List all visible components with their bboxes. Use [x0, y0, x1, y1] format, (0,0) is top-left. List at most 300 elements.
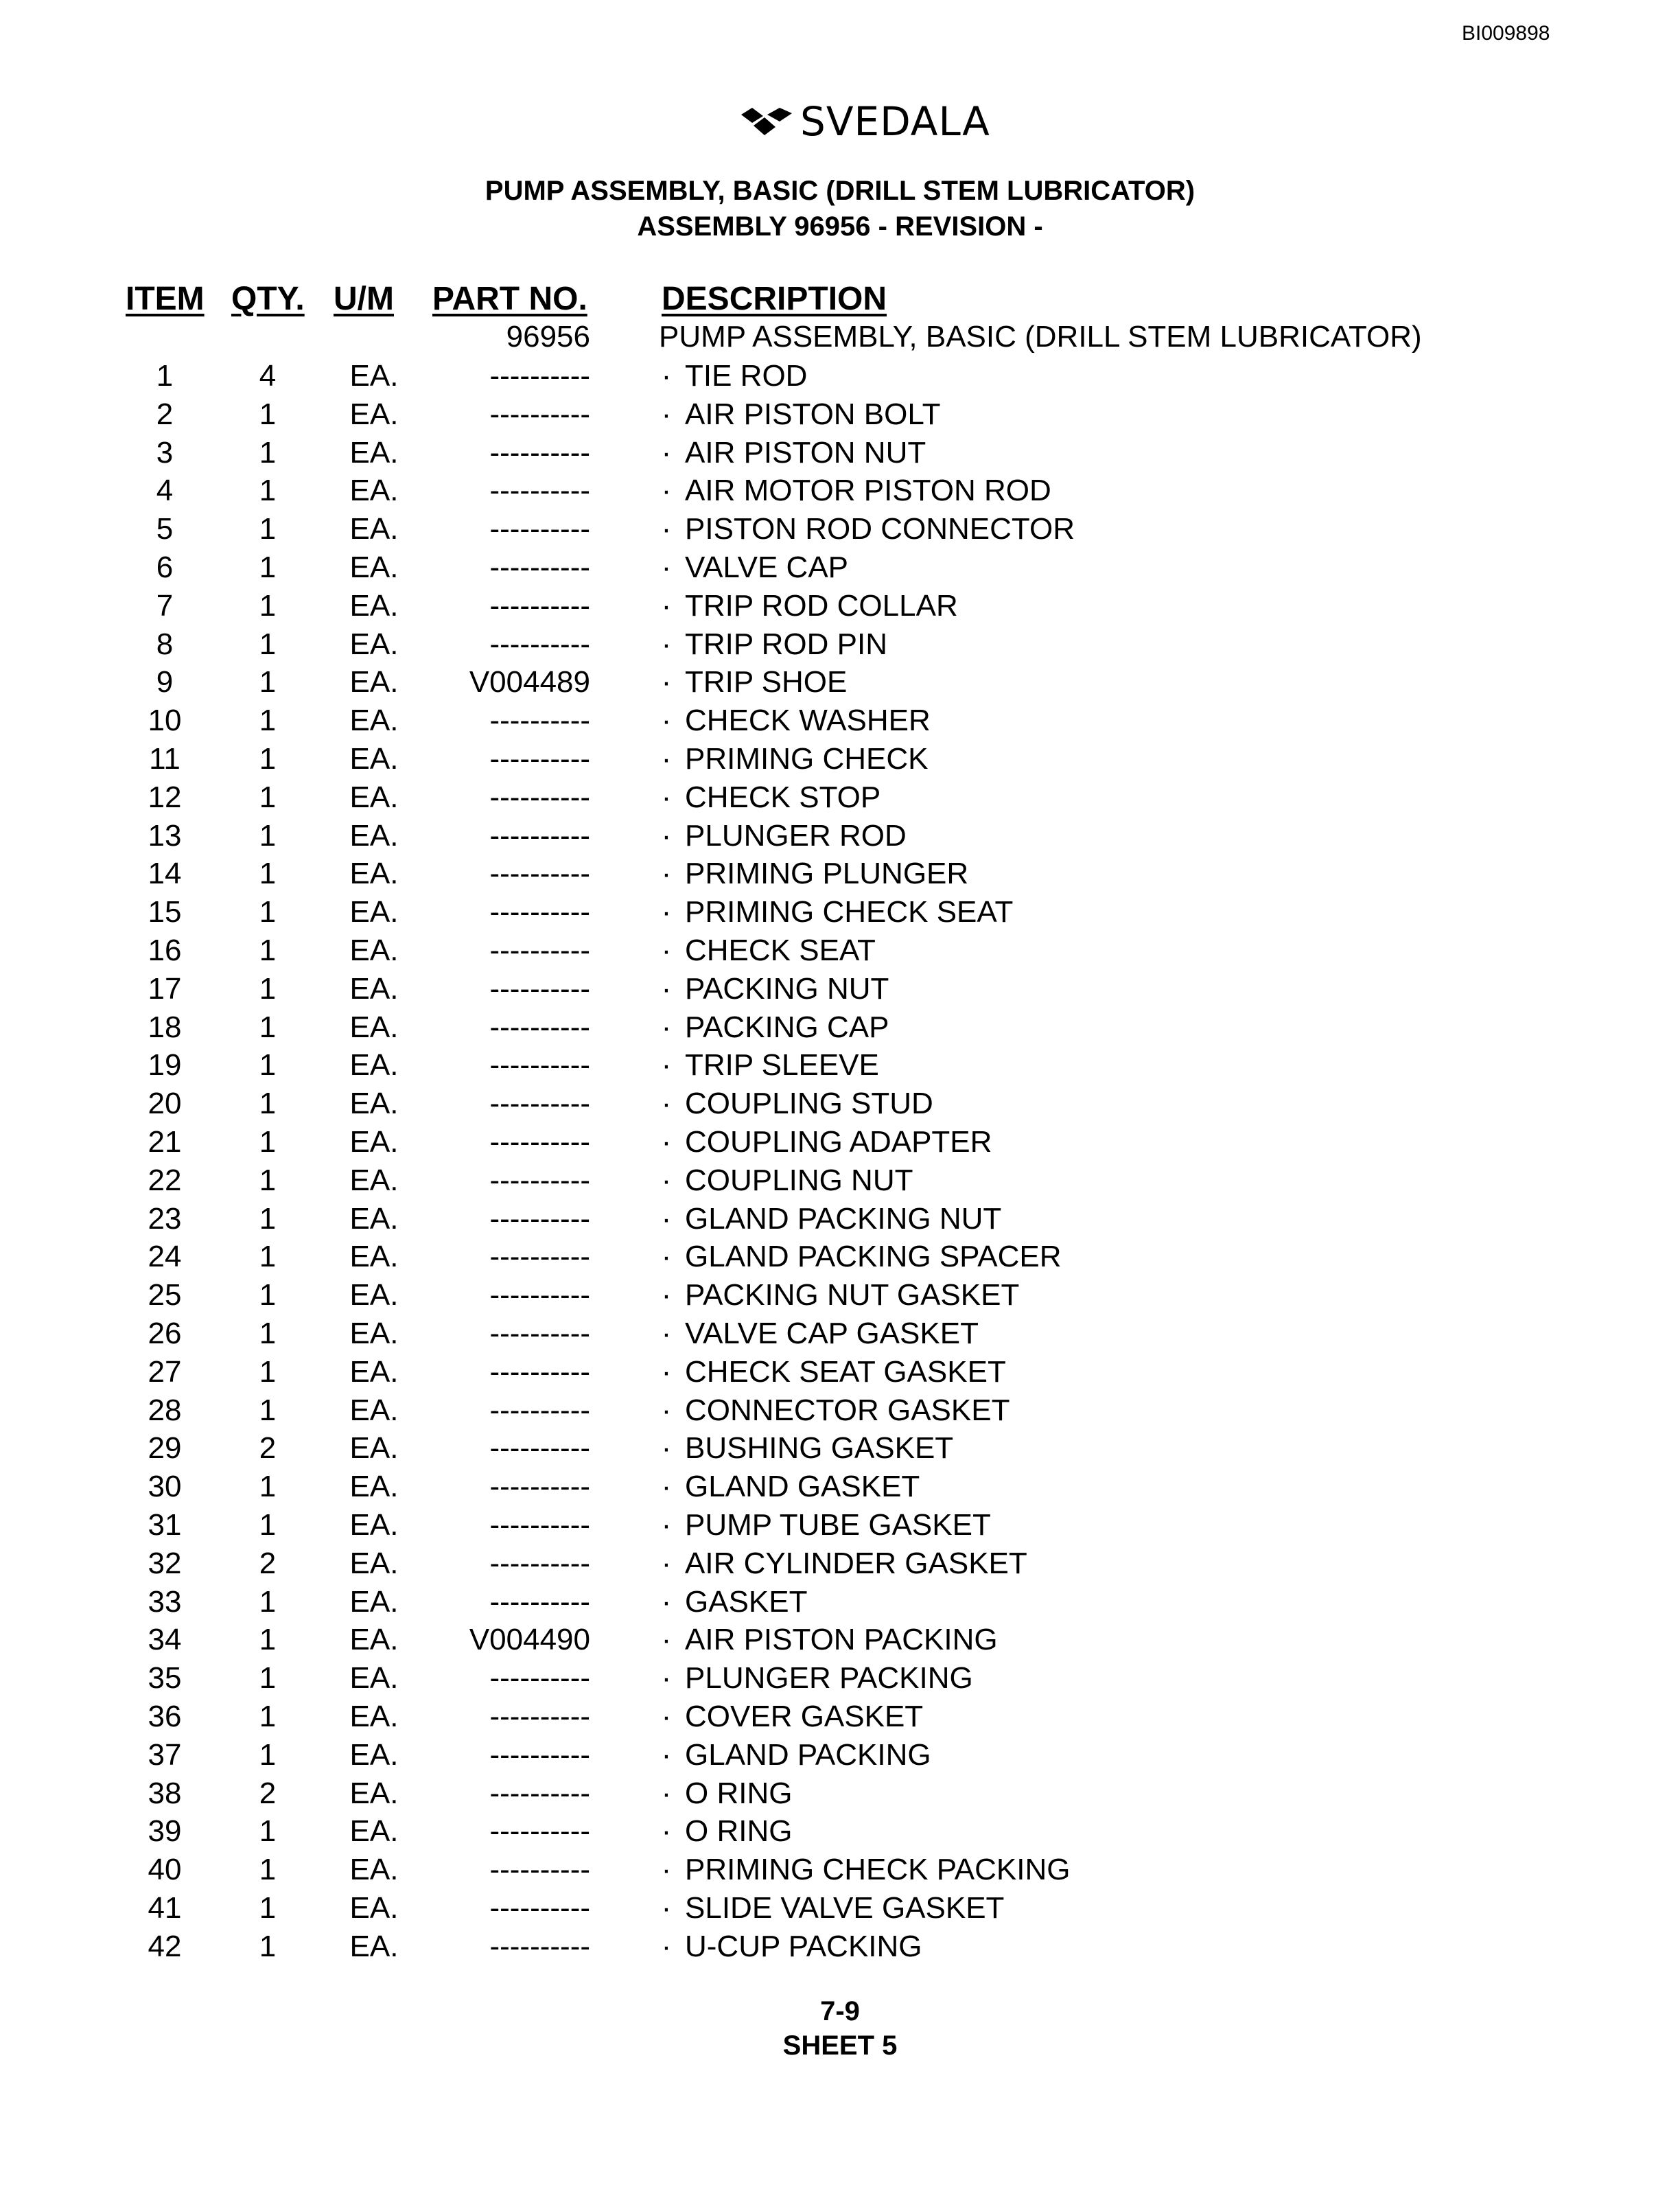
description-cell: CONNECTOR GASKET	[685, 1393, 1010, 1427]
qty-cell: 1	[259, 627, 277, 661]
item-cell: 31	[148, 1508, 182, 1542]
part-no-cell: ----------	[489, 512, 590, 546]
um-cell: EA.	[349, 665, 399, 699]
table-row	[0, 895, 1680, 934]
header-um: U/M	[334, 281, 394, 317]
table-row	[0, 1853, 1680, 1891]
description-cell: GLAND GASKET	[685, 1470, 920, 1504]
description-cell: TRIP SHOE	[685, 665, 848, 699]
bullet-mark: ·	[661, 588, 672, 623]
um-cell: EA.	[349, 934, 399, 967]
table-row	[0, 1317, 1680, 1355]
qty-cell: 1	[259, 742, 277, 776]
svedala-logo-icon	[740, 104, 793, 139]
description-cell: TRIP SLEEVE	[685, 1048, 879, 1083]
item-cell: 14	[148, 857, 182, 891]
qty-cell: 1	[259, 1853, 277, 1887]
item-cell: 21	[148, 1125, 182, 1159]
part-no-cell: ----------	[489, 1584, 590, 1619]
part-no-cell: ----------	[489, 1431, 590, 1466]
part-no-cell: V004489	[469, 665, 590, 699]
bullet-mark: ·	[661, 971, 672, 1006]
description-cell: U-CUP PACKING	[685, 1929, 922, 1963]
bullet-mark: ·	[661, 1010, 672, 1044]
bullet-mark: ·	[661, 895, 672, 929]
qty-cell: 1	[259, 895, 277, 929]
part-no-cell: ----------	[489, 397, 590, 431]
table-row	[0, 1700, 1680, 1738]
um-cell: EA.	[349, 551, 399, 584]
um-cell: EA.	[349, 627, 399, 661]
table-row	[0, 704, 1680, 742]
table-row	[0, 436, 1680, 474]
part-no-cell: ----------	[489, 1470, 590, 1504]
bullet-mark: ·	[661, 1240, 672, 1274]
table-row	[0, 972, 1680, 1010]
description-cell: PISTON ROD CONNECTOR	[685, 512, 1075, 546]
description-cell: GLAND PACKING SPACER	[685, 1240, 1062, 1274]
item-cell: 28	[148, 1393, 182, 1427]
part-no-cell: ----------	[489, 627, 590, 661]
table-row	[0, 474, 1680, 512]
item-cell: 9	[156, 665, 174, 699]
um-cell: EA.	[349, 1737, 399, 1772]
qty-cell: 1	[259, 1623, 277, 1657]
description-cell: SLIDE VALVE GASKET	[685, 1891, 1005, 1925]
item-cell: 16	[148, 934, 182, 967]
um-cell: EA.	[349, 1163, 399, 1197]
bullet-mark: ·	[661, 512, 672, 546]
part-no-cell: ----------	[489, 1354, 590, 1389]
table-row	[0, 819, 1680, 857]
um-cell: EA.	[349, 1048, 399, 1083]
qty-cell: 1	[259, 704, 277, 738]
description-cell: PACKING CAP	[685, 1010, 889, 1044]
um-cell: EA.	[349, 1700, 399, 1733]
um-cell: EA.	[349, 1317, 399, 1350]
part-no-cell: ----------	[489, 818, 590, 853]
bullet-mark: ·	[661, 934, 672, 967]
description-cell: VALVE CAP GASKET	[685, 1317, 979, 1350]
table-row	[0, 1393, 1680, 1432]
header-part-no: PART NO.	[432, 281, 587, 317]
um-cell: EA.	[349, 1010, 399, 1044]
bullet-mark: ·	[661, 1201, 672, 1236]
description-cell: PRIMING CHECK SEAT	[685, 895, 1014, 929]
header-description: DESCRIPTION	[662, 281, 887, 317]
qty-cell: 1	[259, 1125, 277, 1159]
um-cell: EA.	[349, 1393, 399, 1427]
um-cell: EA.	[349, 1546, 399, 1580]
part-no-cell: ----------	[489, 1546, 590, 1580]
description-cell: VALVE CAP	[685, 551, 849, 584]
um-cell: EA.	[349, 1125, 399, 1159]
part-no-cell: ----------	[489, 742, 590, 776]
qty-cell: 1	[259, 1240, 277, 1274]
description-cell: O RING	[685, 1776, 793, 1810]
item-cell: 38	[148, 1776, 182, 1810]
part-no-cell: ----------	[489, 780, 590, 814]
table-row	[0, 1891, 1680, 1930]
bullet-mark: ·	[661, 818, 672, 853]
qty-cell: 1	[259, 1929, 277, 1963]
bullet-mark: ·	[661, 1700, 672, 1733]
um-cell: EA.	[349, 818, 399, 853]
table-row	[0, 1738, 1680, 1777]
um-cell: EA.	[349, 474, 399, 508]
item-cell: 17	[148, 971, 182, 1006]
um-cell: EA.	[349, 1584, 399, 1619]
description-cell: PLUNGER ROD	[685, 818, 907, 853]
item-cell: 7	[156, 588, 174, 623]
bullet-mark: ·	[661, 1431, 672, 1466]
item-cell: 35	[148, 1661, 182, 1696]
qty-cell: 1	[259, 1737, 277, 1772]
description-cell: PRIMING PLUNGER	[685, 857, 969, 891]
item-cell: 26	[148, 1317, 182, 1350]
item-cell: 27	[148, 1354, 182, 1389]
item-cell: 18	[148, 1010, 182, 1044]
part-no-cell: ----------	[489, 588, 590, 623]
qty-cell: 2	[259, 1546, 277, 1580]
description-cell: GLAND PACKING	[685, 1737, 931, 1772]
qty-cell: 1	[259, 551, 277, 584]
part-no-cell: ----------	[489, 1661, 590, 1696]
qty-cell: 1	[259, 1317, 277, 1350]
description-cell: PRIMING CHECK PACKING	[685, 1853, 1071, 1887]
qty-cell: 1	[259, 1393, 277, 1427]
bullet-mark: ·	[661, 1163, 672, 1197]
part-no-cell: ----------	[489, 1278, 590, 1312]
bullet-mark: ·	[661, 627, 672, 661]
item-cell: 2	[156, 397, 174, 431]
description-cell: AIR MOTOR PISTON ROD	[685, 474, 1051, 508]
bullet-mark: ·	[661, 551, 672, 584]
description-cell: GASKET	[685, 1584, 808, 1619]
um-cell: EA.	[349, 359, 399, 393]
table-row	[0, 857, 1680, 895]
description-cell: PRIMING CHECK	[685, 742, 929, 776]
table-row	[0, 1010, 1680, 1049]
qty-cell: 4	[259, 359, 277, 393]
item-cell: 8	[156, 627, 174, 661]
bullet-mark: ·	[661, 1737, 672, 1772]
qty-cell: 1	[259, 665, 277, 699]
um-cell: EA.	[349, 1814, 399, 1849]
um-cell: EA.	[349, 1891, 399, 1925]
qty-cell: 1	[259, 1470, 277, 1504]
part-no-cell: ----------	[489, 1010, 590, 1044]
item-cell: 25	[148, 1278, 182, 1312]
qty-cell: 1	[259, 971, 277, 1006]
description-cell: COUPLING NUT	[685, 1163, 913, 1197]
description-cell: TRIP ROD PIN	[685, 627, 888, 661]
description-cell: CHECK STOP	[685, 780, 881, 814]
description-cell: CHECK WASHER	[685, 704, 931, 738]
item-cell: 5	[156, 512, 174, 546]
qty-cell: 1	[259, 1354, 277, 1389]
bullet-mark: ·	[661, 474, 672, 508]
um-cell: EA.	[349, 1087, 399, 1121]
bullet-mark: ·	[661, 1125, 672, 1159]
bullet-mark: ·	[661, 1048, 672, 1083]
qty-cell: 1	[259, 1508, 277, 1542]
qty-cell: 1	[259, 1814, 277, 1849]
bullet-mark: ·	[661, 1661, 672, 1696]
qty-cell: 1	[259, 1278, 277, 1312]
table-row	[0, 1431, 1680, 1470]
part-no-cell: ----------	[489, 1700, 590, 1733]
part-no-cell: ----------	[489, 1048, 590, 1083]
qty-cell: 1	[259, 512, 277, 546]
qty-cell: 1	[259, 1048, 277, 1083]
table-row	[0, 1164, 1680, 1202]
item-cell: 42	[148, 1929, 182, 1963]
um-cell: EA.	[349, 1623, 399, 1657]
um-cell: EA.	[349, 1661, 399, 1696]
um-cell: EA.	[349, 1431, 399, 1466]
description-cell: TIE ROD	[685, 359, 808, 393]
description-cell: COUPLING STUD	[685, 1087, 933, 1121]
table-row	[0, 742, 1680, 780]
qty-cell: 2	[259, 1431, 277, 1466]
item-cell: 40	[148, 1853, 182, 1887]
item-cell: 12	[148, 780, 182, 814]
assembly-subtitle: ASSEMBLY 96956 - REVISION -	[637, 211, 1043, 242]
description-cell: PACKING NUT GASKET	[685, 1278, 1020, 1312]
bullet-mark: ·	[661, 857, 672, 891]
um-cell: EA.	[349, 1278, 399, 1312]
um-cell: EA.	[349, 1354, 399, 1389]
table-row	[0, 1087, 1680, 1125]
table-row	[0, 1777, 1680, 1815]
part-no-cell: ----------	[489, 1737, 590, 1772]
table-row	[0, 1125, 1680, 1164]
part-no-cell: ----------	[489, 934, 590, 967]
qty-cell: 1	[259, 588, 277, 623]
description-cell: O RING	[685, 1814, 793, 1849]
qty-cell: 1	[259, 1661, 277, 1696]
part-no-cell: ----------	[489, 1891, 590, 1925]
um-cell: EA.	[349, 1508, 399, 1542]
bullet-mark: ·	[661, 1546, 672, 1580]
description-cell: CHECK SEAT	[685, 934, 876, 967]
um-cell: EA.	[349, 780, 399, 814]
qty-cell: 1	[259, 1010, 277, 1044]
item-cell: 39	[148, 1814, 182, 1849]
item-cell: 29	[148, 1431, 182, 1466]
table-row	[0, 1623, 1680, 1661]
part-no-cell: ----------	[489, 1853, 590, 1887]
table-row	[0, 1240, 1680, 1278]
item-cell: 32	[148, 1546, 182, 1580]
bullet-mark: ·	[661, 1087, 672, 1121]
um-cell: EA.	[349, 895, 399, 929]
um-cell: EA.	[349, 1853, 399, 1887]
qty-cell: 1	[259, 474, 277, 508]
header-qty: QTY.	[231, 281, 305, 317]
part-no-cell: ----------	[489, 474, 590, 508]
description-cell: BUSHING GASKET	[685, 1431, 954, 1466]
table-row	[0, 1814, 1680, 1853]
table-row	[0, 1278, 1680, 1317]
bullet-mark: ·	[661, 1470, 672, 1504]
bullet-mark: ·	[661, 397, 672, 431]
item-cell: 13	[148, 818, 182, 853]
item-cell: 20	[148, 1087, 182, 1121]
page-number: 7-9	[820, 1996, 860, 2026]
item-cell: 24	[148, 1240, 182, 1274]
um-cell: EA.	[349, 397, 399, 431]
bullet-mark: ·	[661, 665, 672, 699]
description-cell: COVER GASKET	[685, 1700, 924, 1733]
part-no-cell: ----------	[489, 1087, 590, 1121]
description-cell: AIR PISTON NUT	[685, 435, 926, 470]
part-no-cell: ----------	[489, 1929, 590, 1963]
qty-cell: 2	[259, 1776, 277, 1810]
qty-cell: 1	[259, 1891, 277, 1925]
bullet-mark: ·	[661, 1508, 672, 1542]
item-cell: 15	[148, 895, 182, 929]
part-no-cell: ----------	[489, 435, 590, 470]
logo-wordmark: SVEDALA	[800, 98, 990, 145]
table-row	[0, 627, 1680, 666]
bullet-mark: ·	[661, 1584, 672, 1619]
part-no-cell: ----------	[489, 1814, 590, 1849]
item-cell: 1	[156, 359, 174, 393]
table-row	[0, 1470, 1680, 1508]
qty-cell: 1	[259, 857, 277, 891]
table-row	[0, 551, 1680, 589]
description-cell: PUMP TUBE GASKET	[685, 1508, 991, 1542]
description-cell: PLUNGER PACKING	[685, 1661, 973, 1696]
bullet-mark: ·	[661, 359, 672, 393]
qty-cell: 1	[259, 934, 277, 967]
item-cell: 41	[148, 1891, 182, 1925]
um-cell: EA.	[349, 588, 399, 623]
qty-cell: 1	[259, 1163, 277, 1197]
item-cell: 37	[148, 1737, 182, 1772]
bullet-mark: ·	[661, 1853, 672, 1887]
qty-cell: 1	[259, 1201, 277, 1236]
bullet-mark: ·	[661, 1278, 672, 1312]
qty-cell: 1	[259, 1584, 277, 1619]
part-no-cell: ----------	[489, 1317, 590, 1350]
bullet-mark: ·	[661, 780, 672, 814]
bullet-mark: ·	[661, 1393, 672, 1427]
um-cell: EA.	[349, 1776, 399, 1810]
part-no-cell: ----------	[489, 1125, 590, 1159]
description-cell: TRIP ROD COLLAR	[685, 588, 958, 623]
qty-cell: 1	[259, 397, 277, 431]
um-cell: EA.	[349, 1201, 399, 1236]
bullet-mark: ·	[661, 742, 672, 776]
item-cell: 30	[148, 1470, 182, 1504]
table-row	[0, 1547, 1680, 1585]
part-no-cell: ----------	[489, 895, 590, 929]
item-cell: 23	[148, 1201, 182, 1236]
um-cell: EA.	[349, 704, 399, 738]
bullet-mark: ·	[661, 1929, 672, 1963]
part-no-cell: ----------	[489, 704, 590, 738]
description-cell: CHECK SEAT GASKET	[685, 1354, 1006, 1389]
item-cell: 10	[148, 704, 182, 738]
table-row	[0, 1508, 1680, 1547]
item-cell: 11	[149, 742, 180, 776]
part-no-cell: ----------	[489, 551, 590, 584]
um-cell: EA.	[349, 1470, 399, 1504]
bullet-mark: ·	[661, 1814, 672, 1849]
table-row	[0, 1585, 1680, 1623]
qty-cell: 1	[259, 435, 277, 470]
qty-cell: 1	[259, 1700, 277, 1733]
table-row	[0, 397, 1680, 436]
bullet-mark: ·	[661, 435, 672, 470]
table-row	[0, 665, 1680, 704]
part-no-cell: ----------	[489, 857, 590, 891]
table-row	[0, 1661, 1680, 1700]
document-id: BI009898	[1462, 22, 1550, 45]
sheet-number: SHEET 5	[782, 2030, 898, 2061]
table-row	[0, 934, 1680, 972]
bullet-mark: ·	[661, 1623, 672, 1657]
item-cell: 6	[156, 551, 174, 584]
part-no-cell: ----------	[489, 1508, 590, 1542]
part-no-cell: ----------	[489, 1776, 590, 1810]
item-cell: 33	[148, 1584, 182, 1619]
bullet-mark: ·	[661, 1891, 672, 1925]
company-logo	[740, 97, 990, 146]
description-cell: AIR PISTON BOLT	[685, 397, 941, 431]
qty-cell: 1	[259, 780, 277, 814]
um-cell: EA.	[349, 971, 399, 1006]
qty-cell: 1	[259, 818, 277, 853]
qty-cell: 1	[259, 1087, 277, 1121]
item-cell: 19	[148, 1048, 182, 1083]
top-assembly-description: PUMP ASSEMBLY, BASIC (DRILL STEM LUBRICATOR)	[659, 320, 1422, 354]
bullet-mark: ·	[661, 1317, 672, 1350]
item-cell: 3	[156, 435, 174, 470]
um-cell: EA.	[349, 1240, 399, 1274]
um-cell: EA.	[349, 435, 399, 470]
table-row	[0, 512, 1680, 551]
table-row	[0, 1202, 1680, 1240]
part-no-cell: ----------	[489, 1240, 590, 1274]
item-cell: 4	[156, 474, 174, 508]
part-no-cell: ----------	[489, 1163, 590, 1197]
document-title: PUMP ASSEMBLY, BASIC (DRILL STEM LUBRICATOR)	[485, 176, 1195, 206]
header-item: ITEM	[126, 281, 205, 317]
item-cell: 36	[148, 1700, 182, 1733]
description-cell: AIR PISTON PACKING	[685, 1623, 998, 1657]
um-cell: EA.	[349, 512, 399, 546]
um-cell: EA.	[349, 1929, 399, 1963]
top-assembly-part-no: 96956	[506, 320, 590, 354]
part-no-cell: ----------	[489, 971, 590, 1006]
item-cell: 34	[148, 1623, 182, 1657]
item-cell: 22	[148, 1163, 182, 1197]
table-row	[0, 1930, 1680, 1968]
part-no-cell: ----------	[489, 1393, 590, 1427]
description-cell: AIR CYLINDER GASKET	[685, 1546, 1027, 1580]
description-cell: GLAND PACKING NUT	[685, 1201, 1002, 1236]
um-cell: EA.	[349, 857, 399, 891]
part-no-cell: V004490	[469, 1623, 590, 1657]
table-row	[0, 589, 1680, 627]
part-no-cell: ----------	[489, 359, 590, 393]
bullet-mark: ·	[661, 1354, 672, 1389]
um-cell: EA.	[349, 742, 399, 776]
